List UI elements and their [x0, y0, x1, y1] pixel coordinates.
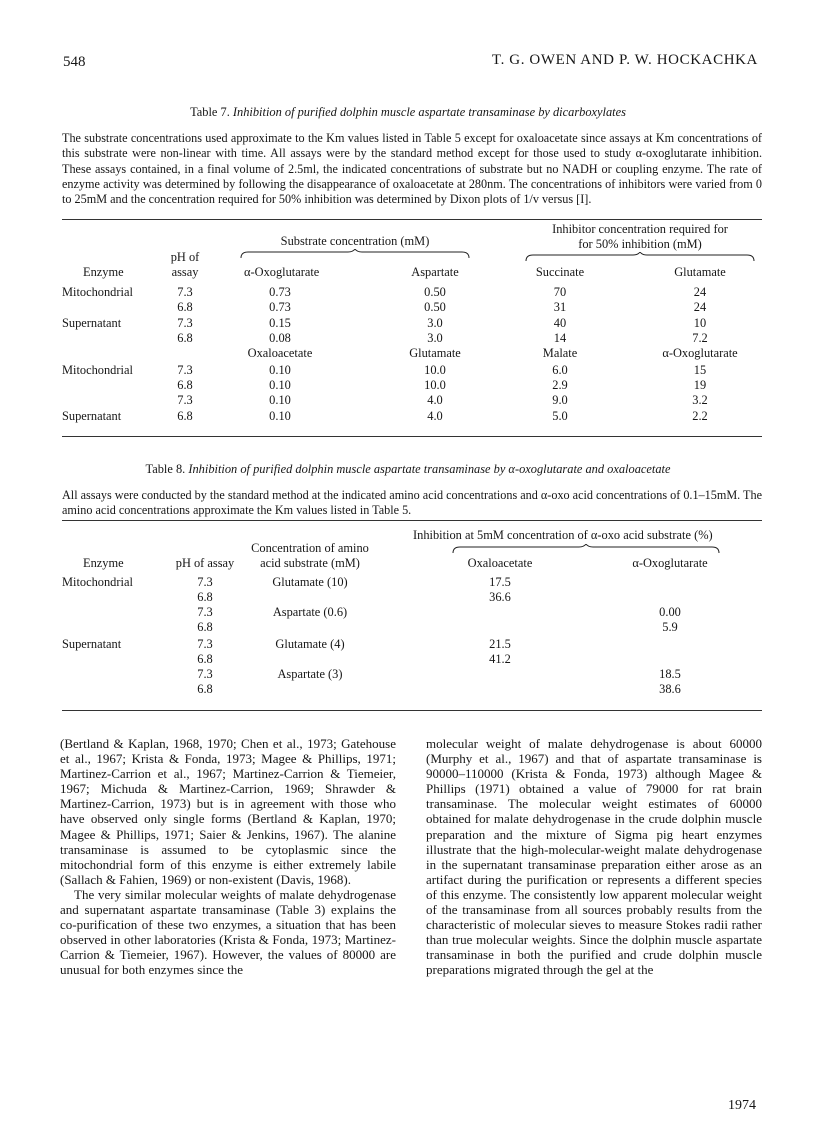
table7-cell-s1: 0.73 — [269, 285, 291, 299]
table8-cell-substrate: Aspartate (3) — [277, 667, 343, 681]
table7-mid-sub2-header: Glutamate — [409, 346, 461, 360]
table7-cell-ph: 7.3 — [177, 285, 193, 299]
table7-bottom-rule — [62, 436, 762, 437]
table7-cell-s2: 0.50 — [424, 285, 446, 299]
table7-cell-i1: 6.0 — [552, 363, 568, 377]
table7-cell-s1: 0.10 — [269, 363, 291, 377]
table8-enzyme-header: Enzyme — [83, 556, 124, 570]
table7-cell-ph: 7.3 — [177, 393, 193, 407]
table8-cell-ph: 7.3 — [197, 575, 213, 589]
table7-note: The substrate concentrations used approximate to the Km values listed in Table 5 except for oxaloacetate since assays at Km concentrations of this substrate were non-linear with time. All assays were by the standard method except for those used to study α-oxoglutarate inhibition. These assays contained, in a final volume of 2.5ml, the indicated concentrations of substrate but no NADH or coupling enzyme. The rate of enzyme activity was determined by following the disappearance of oxaloacetate at 280nm. The concentrations of inhibitors were varied from 0 to 25mM and the concentration required for 50% inhibition was determined by Dixon plots of 1/v versus [I]. — [62, 131, 762, 207]
table7-cell-ph: 6.8 — [177, 378, 193, 392]
table7-cell-s2: 4.0 — [427, 409, 443, 423]
table7-inhibitor-brace — [525, 252, 755, 262]
table8-cell-substrate: Glutamate (4) — [275, 637, 345, 651]
table8-caption-label: Table 8. — [145, 462, 186, 476]
table7-cell-s1: 0.10 — [269, 409, 291, 423]
table8-ph-header: pH of assay — [175, 556, 235, 570]
table8-cell-ph: 7.3 — [197, 637, 213, 651]
table7-cell-enzyme: Supernatant — [62, 409, 122, 423]
page-number: 548 — [63, 54, 86, 70]
table7-cell-s1: 0.10 — [269, 378, 291, 392]
table7-cell-enzyme: Supernatant — [62, 316, 122, 330]
table7-cell-s2: 0.50 — [424, 300, 446, 314]
table8-cell-ph: 6.8 — [197, 620, 213, 634]
table8-cell-oxoglutarate: 5.9 — [662, 620, 678, 634]
table8-cell-ph: 7.3 — [197, 667, 213, 681]
table7-caption-title: Inhibition of purified dolphin muscle aspartate transaminase by dicarboxylates — [232, 105, 626, 119]
table8-cell-substrate: Glutamate (10) — [272, 575, 348, 589]
table8-col1-header: Oxaloacetate — [467, 556, 533, 570]
table7-cell-i1: 9.0 — [552, 393, 568, 407]
table7-caption — [62, 105, 754, 120]
table8-cell-oxaloacetate: 36.6 — [489, 590, 511, 604]
table7-cell-i2: 7.2 — [692, 331, 708, 345]
table7-cell-enzyme: Mitochondrial — [62, 285, 133, 299]
table7-inh2-header: Glutamate — [674, 265, 726, 279]
table7-cell-i2: 24 — [693, 285, 707, 299]
table7-inhibitor-group-header-1: Inhibitor concentration required for — [552, 222, 728, 236]
table7-ph-header-2: assay — [171, 265, 199, 279]
table7-cell-s2: 3.0 — [427, 331, 443, 345]
table7-cell-s2: 3.0 — [427, 316, 443, 330]
table7-cell-i1: 70 — [553, 285, 567, 299]
table7-mid-inh1-header: Malate — [542, 346, 578, 360]
table8-cell-oxaloacetate: 21.5 — [489, 637, 511, 651]
table7-cell-s1: 0.08 — [269, 331, 291, 345]
table7-cell-i2: 10 — [693, 316, 707, 330]
table7-cell-ph: 7.3 — [177, 316, 193, 330]
table8-group-header: Inhibition at 5mM concentration of α-oxo acid substrate (%) — [413, 528, 713, 542]
table7-cell-i1: 31 — [553, 300, 567, 314]
body-paragraph: The very similar molecular weights of malate dehydrogenase and supernatant aspartate transaminase (Table 3) explains the co-purification of these two enzymes, a situation that has been observed in other laboratories (Krista & Fonda, 1973; Martinez-Carrion & Tiemeier, 1967). However, the values of 80000 are unusual for both enzymes since the — [60, 886, 396, 978]
table8-cell-oxoglutarate: 38.6 — [659, 682, 681, 696]
running-head-authors: T. G. OWEN AND P. W. HOCKACHKA — [491, 52, 758, 68]
table8-cell-ph: 7.3 — [197, 605, 213, 619]
table7-cell-i1: 2.9 — [552, 378, 568, 392]
table8-note: All assays were conducted by the standard method at the indicated amino acid concentrations and α-oxo acid concentrations of 0.1–15mM. The amino acid concentrations approximate the Km values listed in Table 5. — [62, 488, 762, 518]
table7-substrate-group-header: Substrate concentration (mM) — [280, 234, 430, 248]
table7-cell-ph: 6.8 — [177, 300, 193, 314]
table8-cell-oxoglutarate: 0.00 — [659, 605, 681, 619]
table7-inhibitor-group-header-2: for 50% inhibition (mM) — [578, 237, 702, 251]
table8-cell-enzyme: Mitochondrial — [62, 575, 133, 589]
table7-cell-s2: 10.0 — [424, 378, 446, 392]
table8-cell-oxoglutarate: 18.5 — [659, 667, 681, 681]
table7-cell-i2: 24 — [693, 300, 707, 314]
table8-conc-header-1: Concentration of amino — [251, 541, 369, 555]
table7-sub1-header: α-Oxoglutarate — [244, 265, 320, 279]
table7-cell-i1: 40 — [553, 316, 567, 330]
table7-cell-s1: 0.10 — [269, 393, 291, 407]
table7-caption-label: Table 7. — [190, 105, 230, 119]
table8-group-brace — [452, 544, 720, 554]
table8-cell-enzyme: Supernatant — [62, 637, 122, 651]
table7-cell-s2: 4.0 — [427, 393, 443, 407]
table7-cell-s1: 0.15 — [269, 316, 291, 330]
table8-cell-oxaloacetate: 41.2 — [489, 652, 511, 666]
table7-cell-ph: 6.8 — [177, 409, 193, 423]
table7-top-rule — [62, 219, 762, 220]
table7-sub2-header: Aspartate — [411, 265, 459, 279]
table8-bottom-rule — [62, 710, 762, 711]
table7-enzyme-header: Enzyme — [83, 265, 124, 279]
table7-substrate-brace — [240, 249, 470, 259]
table7-cell-enzyme: Mitochondrial — [62, 363, 133, 377]
table8-top-rule — [62, 520, 762, 521]
table8-cell-substrate: Aspartate (0.6) — [272, 605, 348, 619]
table7-cell-i1: 5.0 — [552, 409, 568, 423]
table8-cell-ph: 6.8 — [197, 652, 213, 666]
table7-cell-ph: 6.8 — [177, 331, 193, 345]
table7-cell-i1: 14 — [553, 331, 567, 345]
table7-ph-header-1: pH of — [170, 250, 200, 264]
body-left-column — [60, 736, 396, 978]
table8-caption-title: Inhibition of purified dolphin muscle aspartate transaminase by α-oxoglutarate and oxaloacetate — [188, 462, 671, 476]
body-paragraph: (Bertland & Kaplan, 1968, 1970; Chen et al., 1973; Gatehouse et al., 1967; Krista & Fonda, 1973; Magee & Phillips, 1971; Martinez-Carrion et al., 1967; Martinez-Carrion & Tiemeier, 1967; Michuda & Martinez-Carrion, 1969; Shrawder & Martinez-Carrion, 1973) but is in agreement with those who have observed only single forms (Bertland & Kaplan, 1970; Magee & Phillips, 1971; Saier & Jenkins, 1967). The alanine transaminase is assumed to be cytoplasmic since the mitochondrial form of this enzyme is either extremely labile (Sallach & Fahien, 1969) or non-existent (Davis, 1968). — [60, 736, 396, 887]
table8-conc-header-2: acid substrate (mM) — [260, 556, 360, 570]
table8-col2-header: α-Oxoglutarate — [632, 556, 708, 570]
table7-cell-s2: 10.0 — [424, 363, 446, 377]
table8-caption — [62, 462, 754, 477]
table7-mid-inh2-header: α-Oxoglutarate — [662, 346, 738, 360]
table7-cell-ph: 7.3 — [177, 363, 193, 377]
body-paragraph: molecular weight of malate dehydrogenase is about 60000 (Murphy et al., 1967) and that of aspartate transaminase is 90000–110000 (Krista & Fonda, 1973) although Magee & Phillips (1971) obtained a value of 79000 for rat brain transaminase. The molecular weight estimates of 60000 obtained for malate dehydrogenase in the crude dolphin muscle preparation and the mixture of Sigma pig heart enzymes illustrate that the high-molecular-weight malate dehydrogenase in the supernatant transaminase preparation either arose as an artifact during the purification or represents a different species of this enzyme. The consistently low apparent molecular weight of the transaminase from all sources probably results from the characteristic of molecular sieves to measure Stokes radii rather than true molecular weights. Since the dolphin muscle aspartate transaminase in both the purified and crude dolphin muscle preparations migrated through the gel at the — [426, 736, 762, 978]
table7-cell-i2: 15 — [693, 363, 707, 377]
table8-cell-ph: 6.8 — [197, 682, 213, 696]
table8-cell-ph: 6.8 — [197, 590, 213, 604]
table7-cell-i2: 19 — [693, 378, 707, 392]
table7-cell-i2: 2.2 — [692, 409, 708, 423]
table8-cell-oxaloacetate: 17.5 — [489, 575, 511, 589]
table7-inh1-header: Succinate — [535, 265, 585, 279]
table7-mid-sub1-header: Oxaloacetate — [247, 346, 313, 360]
body-right-column — [426, 736, 762, 978]
table7-cell-i2: 3.2 — [692, 393, 708, 407]
footer-year: 1974 — [728, 1098, 756, 1113]
table7-cell-s1: 0.73 — [269, 300, 291, 314]
